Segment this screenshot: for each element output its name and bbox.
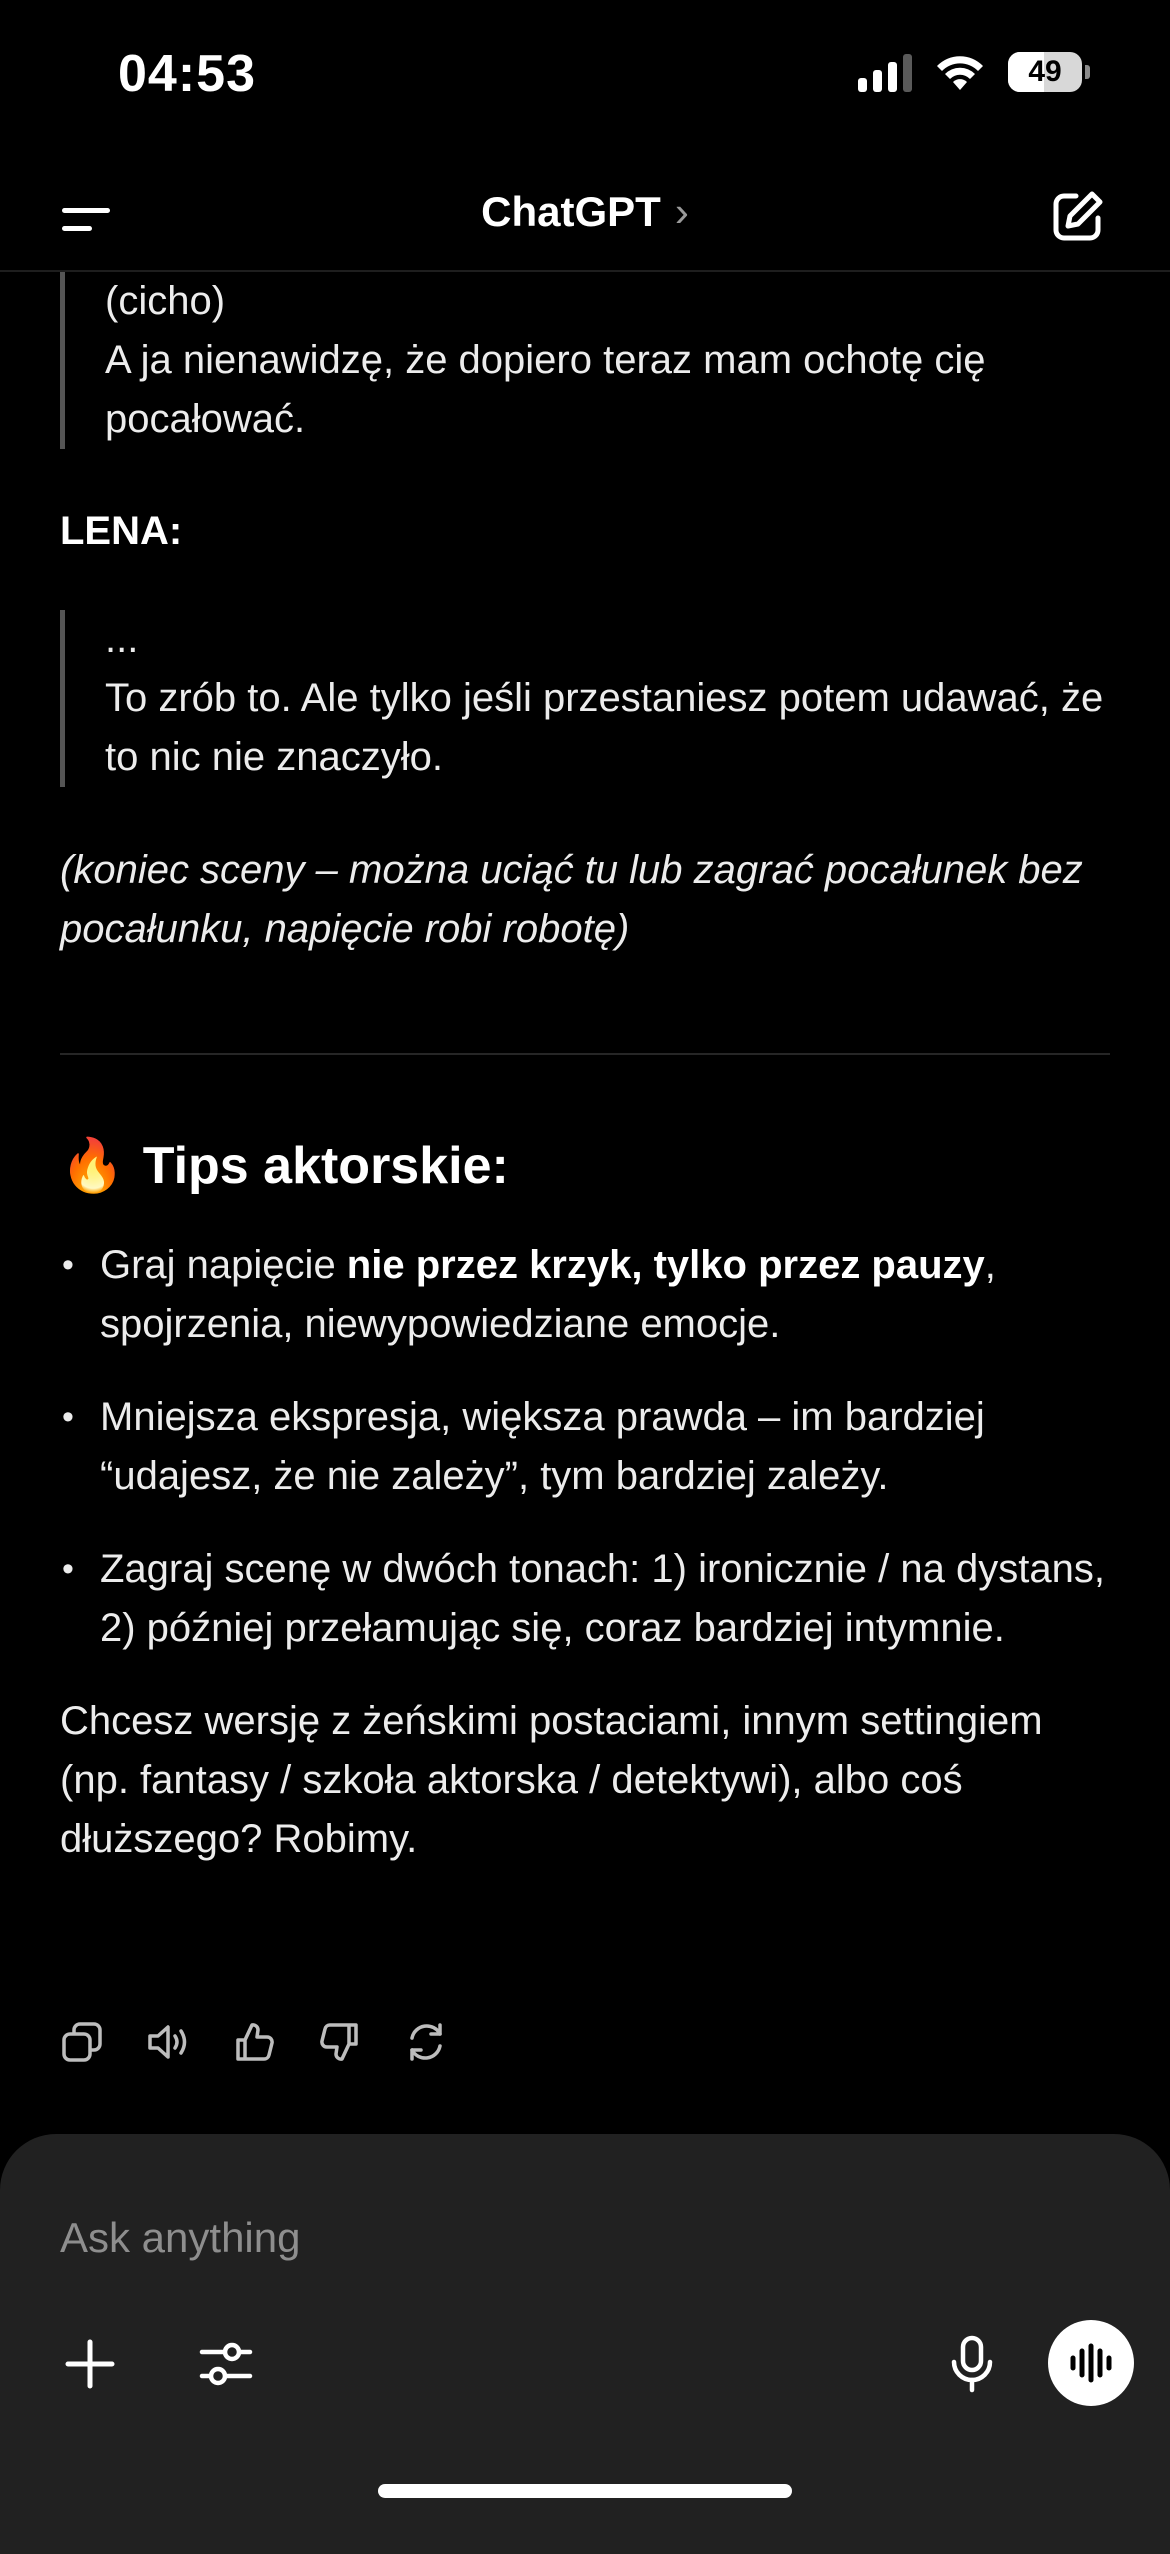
speaker-name: LENA:: [60, 509, 183, 553]
dialogue-line: To zrób to. Ale tylko jeśli przestaniesz potem udawać, że to nic nie znaczyło.: [105, 676, 1104, 779]
stage-note: (koniec sceny – można uciąć tu lub zagrać pocałunek bez pocałunku, napięcie robi robotę): [60, 848, 1083, 951]
model-name: ChatGPT: [481, 188, 661, 235]
dialogue-quote: [60, 610, 1110, 787]
tips-list: [60, 1236, 1110, 1658]
message-actions: [60, 2020, 448, 2064]
microphone-icon: [944, 2334, 1000, 2394]
prompt-input[interactable]: Ask anything: [60, 2214, 301, 2261]
heading-text: Tips aktorskie:: [142, 1136, 509, 1195]
stage-direction: (cicho): [105, 279, 226, 323]
battery-percentage: 49: [1028, 55, 1062, 88]
tools-button[interactable]: [186, 2324, 266, 2404]
cellular-signal-icon: [858, 52, 912, 92]
status-bar: [0, 0, 1170, 160]
compose-icon: [1042, 182, 1112, 252]
closing-paragraph: Chcesz wersję z żeńskimi postaciami, innym settingiem (np. fantasy / szkoła aktorska / detektywi), albo coś dłuższego? Robimy.: [60, 1699, 1043, 1861]
wifi-icon: [934, 52, 986, 92]
thumbs-up-icon[interactable]: [232, 2020, 276, 2064]
regenerate-icon[interactable]: [404, 2020, 448, 2064]
home-indicator: [378, 2484, 792, 2498]
voice-mode-icon: [1066, 2338, 1116, 2388]
plus-icon: [62, 2336, 118, 2392]
list-item: • Graj napięcie nie przez krzyk, tylko przez pauzy, spojrzenia, niewypowiedziane emocje.: [60, 1236, 1110, 1354]
add-attachment-button[interactable]: [50, 2324, 130, 2404]
dictation-button[interactable]: [932, 2324, 1012, 2404]
new-chat-button[interactable]: [1042, 182, 1112, 252]
assistant-message: [60, 272, 1110, 1869]
fire-icon: 🔥: [60, 1137, 125, 1195]
thumbs-down-icon[interactable]: [318, 2020, 362, 2064]
divider: [60, 1053, 1110, 1055]
battery-icon: [1008, 52, 1090, 92]
dialogue-line: A ja nienawidzę, że dopiero teraz mam ochotę cię pocałować.: [105, 338, 986, 441]
stage-direction: ...: [105, 617, 139, 661]
list-item: • Mniejsza ekspresja, większa prawda – im bardziej “udajesz, że nie zależy”, tym bardziej zależy.: [60, 1388, 1110, 1506]
voice-mode-button[interactable]: [1048, 2320, 1134, 2406]
model-selector[interactable]: [0, 188, 1170, 236]
speaker-icon[interactable]: [146, 2020, 190, 2064]
copy-icon[interactable]: [60, 2020, 104, 2064]
nav-bar: [0, 170, 1170, 272]
section-heading: [60, 1135, 1110, 1196]
status-icons: [858, 52, 1090, 92]
sliders-icon: [196, 2334, 256, 2394]
dialogue-quote: [60, 272, 1110, 449]
status-time: 04:53: [118, 45, 256, 103]
list-item: • Zagraj scenę w dwóch tonach: 1) ironicznie / na dystans, 2) później przełamując się, coraz bardziej intymnie.: [60, 1540, 1110, 1658]
chevron-right-icon: ›: [674, 188, 689, 235]
